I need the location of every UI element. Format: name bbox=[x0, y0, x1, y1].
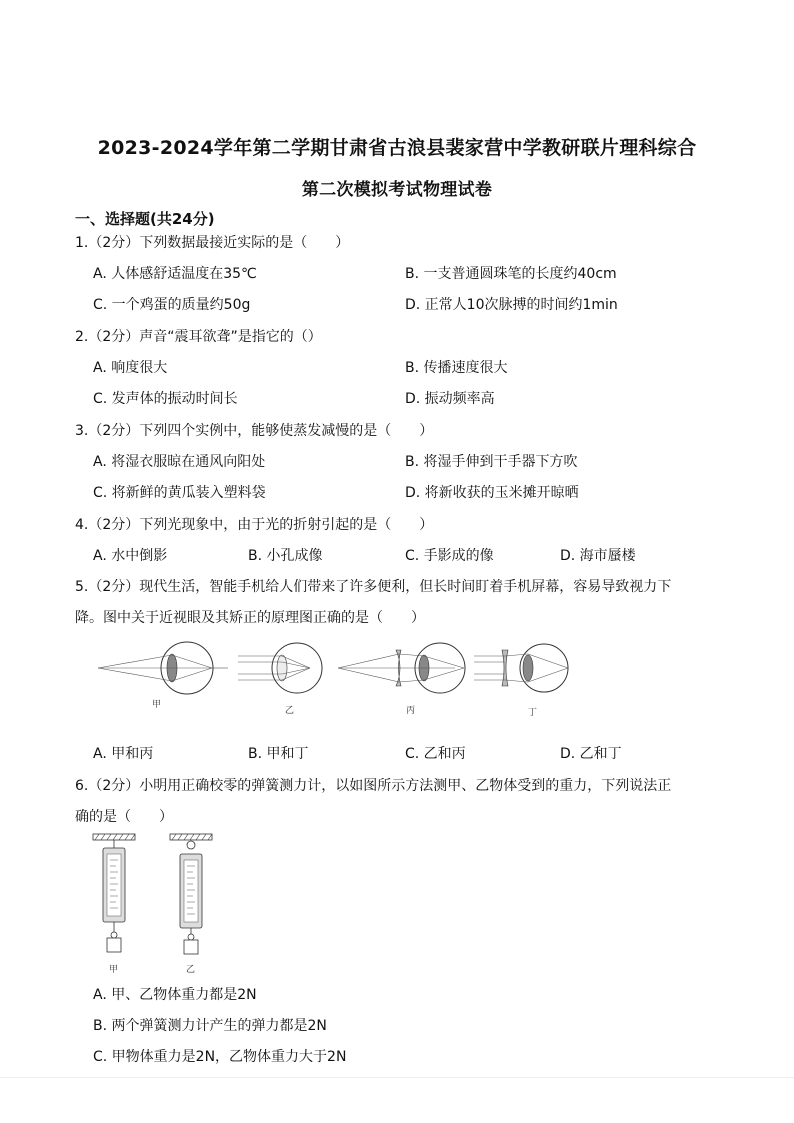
question-4-option-a: A. 水中倒影 bbox=[93, 548, 168, 564]
eye-diagram-bing bbox=[338, 643, 465, 716]
question-5-stem-line1: 5.（2分）现代生活，智能手机给人们带来了许多便利，但长时间盯着手机屏幕，容易导致视力下 bbox=[75, 579, 672, 595]
question-6-stem-line1: 6.（2分）小明用正确校零的弹簧测力计，以如图所示方法测甲、乙物体受到的重力，下列说法正 bbox=[75, 778, 672, 794]
eye-diagram-ding bbox=[474, 644, 568, 718]
question-2-stem: 2.（2分）声音“震耳欲聋”是指它的（） bbox=[75, 329, 322, 345]
question-5-option-d: D. 乙和丁 bbox=[560, 746, 622, 762]
figure-label-yi: 乙 bbox=[285, 706, 295, 716]
question-4-stem: 4.（2分）下列光现象中，由于光的折射引起的是（ ） bbox=[75, 517, 434, 533]
eye-diagram-yi bbox=[238, 643, 322, 716]
figure-label-ding: 丁 bbox=[528, 708, 538, 718]
question-2-option-a: A. 响度很大 bbox=[93, 360, 168, 376]
figure-label-jia: 甲 bbox=[152, 700, 162, 710]
question-1-option-d: D. 正常人10次脉搏的时间约1min bbox=[405, 297, 618, 313]
spring-scale-yi bbox=[170, 834, 212, 975]
question-6-option-c: C. 甲物体重力是2N，乙物体重力大于2N bbox=[93, 1049, 347, 1065]
question-3-option-d: D. 将新收获的玉米摊开晾晒 bbox=[405, 485, 579, 501]
figure-label-bing: 丙 bbox=[406, 706, 416, 716]
spring-scale-jia bbox=[93, 834, 135, 975]
page-bottom-divider bbox=[0, 1077, 794, 1078]
eye-diagram-jia bbox=[98, 642, 228, 710]
question-4-option-b: B. 小孔成像 bbox=[248, 548, 323, 564]
exam-title-line1: 2023-2024学年第二学期甘肃省古浪县裴家营中学教研联片理科综合 bbox=[97, 137, 697, 159]
question-6-stem-line2: 确的是（ ） bbox=[75, 809, 173, 825]
question-1-stem: 1.（2分）下列数据最接近实际的是（ ） bbox=[75, 235, 350, 251]
spring-label-yi: 乙 bbox=[186, 965, 196, 975]
eye-diagrams-figure bbox=[90, 645, 590, 725]
question-5-option-a: A. 甲和丙 bbox=[93, 746, 154, 762]
question-2-option-b: B. 传播速度很大 bbox=[405, 360, 508, 376]
question-2-option-c: C. 发声体的振动时间长 bbox=[93, 391, 238, 407]
question-2-option-d: D. 振动频率高 bbox=[405, 391, 495, 407]
section-heading: 一、选择题(共24分) bbox=[75, 210, 215, 228]
spring-scale-figure bbox=[90, 832, 240, 980]
question-3-stem: 3.（2分）下列四个实例中，能够使蒸发减慢的是（ ） bbox=[75, 423, 434, 439]
question-4-option-d: D. 海市蜃楼 bbox=[560, 548, 636, 564]
question-3-option-b: B. 将湿手伸到干手器下方吹 bbox=[405, 454, 578, 470]
exam-title-line2: 第二次模拟考试物理试卷 bbox=[301, 180, 493, 200]
question-4-option-c: C. 手影成的像 bbox=[405, 548, 494, 564]
spring-label-jia: 甲 bbox=[109, 965, 119, 975]
question-1-option-b: B. 一支普通圆珠笔的长度约40cm bbox=[405, 266, 617, 282]
question-6-option-b: B. 两个弹簧测力计产生的弹力都是2N bbox=[93, 1018, 327, 1034]
question-5-option-b: B. 甲和丁 bbox=[248, 746, 309, 762]
question-6-option-a: A. 甲、乙物体重力都是2N bbox=[93, 987, 257, 1003]
question-1-option-a: A. 人体感舒适温度在35℃ bbox=[93, 266, 257, 282]
question-3-option-c: C. 将新鲜的黄瓜装入塑料袋 bbox=[93, 485, 266, 501]
question-1-option-c: C. 一个鸡蛋的质量约50g bbox=[93, 297, 251, 313]
question-5-stem-line2: 降。图中关于近视眼及其矫正的原理图正确的是（ ） bbox=[75, 610, 425, 626]
question-5-option-c: C. 乙和丙 bbox=[405, 746, 466, 762]
question-3-option-a: A. 将湿衣服晾在通风向阳处 bbox=[93, 454, 266, 470]
